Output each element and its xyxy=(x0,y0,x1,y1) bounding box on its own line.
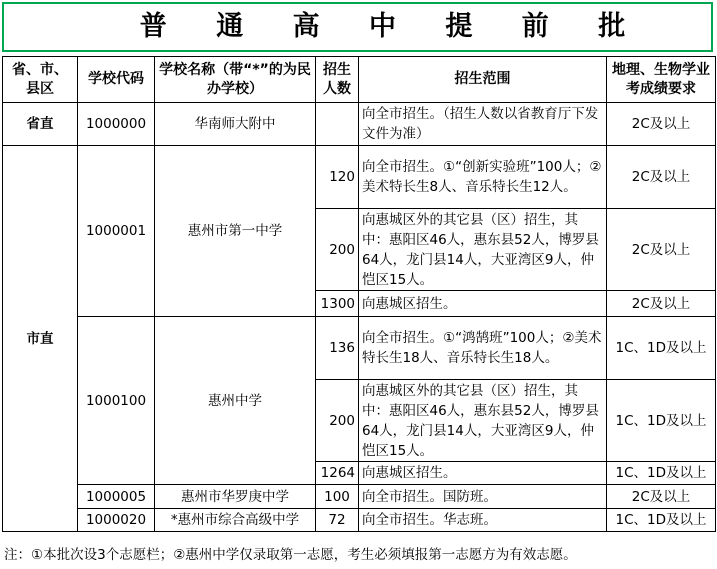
enroll-scope: 向全市招生。华志班。 xyxy=(359,509,607,532)
enroll-scope: 向惠城区招生。 xyxy=(359,462,607,485)
enroll-scope: 向惠城区外的其它县（区）招生，其中：惠阳区46人，惠东县52人，博罗县64人，龙门县14人，大亚湾区9人，仲恺区15人。 xyxy=(359,209,607,291)
school-name: *惠州市综合高级中学 xyxy=(155,509,316,532)
group-provincial: 省直 xyxy=(3,103,78,146)
score-req: 2C及以上 xyxy=(607,146,716,209)
enroll-scope: 向全市招生。①“鸿鹄班”100人；②美术特长生18人、音乐特长生18人。 xyxy=(359,317,607,380)
score-req: 2C及以上 xyxy=(607,291,716,317)
enroll-count: 100 xyxy=(316,485,359,509)
enroll-scope: 向惠城区外的其它县（区）招生，其中：惠阳区46人，惠东县52人，博罗县64人，龙门县14人，大亚湾区9人，仲恺区15人。 xyxy=(359,380,607,462)
enroll-count: 72 xyxy=(316,509,359,532)
header-name: 学校名称（带“*”的为民办学校） xyxy=(155,57,316,103)
score-req: 2C及以上 xyxy=(607,209,716,291)
score-req: 1C、1D及以上 xyxy=(607,462,716,485)
table-row xyxy=(3,317,716,380)
footnote: 注：①本批次设3个志愿栏；②惠州中学仅录取第一志愿，考生必须填报第一志愿方为有效志愿。 xyxy=(4,547,577,563)
header-scope: 招生范围 xyxy=(359,57,607,103)
enroll-count: 1264 xyxy=(316,462,359,485)
school-code: 1000020 xyxy=(78,509,155,532)
enroll-count: 120 xyxy=(316,146,359,209)
table-row xyxy=(3,509,716,532)
header-row xyxy=(3,57,716,103)
school-name: 惠州市第一中学 xyxy=(155,146,316,317)
school-code: 1000001 xyxy=(78,146,155,317)
header-code: 学校代码 xyxy=(78,57,155,103)
school-name: 惠州中学 xyxy=(155,317,316,485)
header-region: 省、市、县区 xyxy=(3,57,78,103)
enroll-scope: 向惠城区招生。 xyxy=(359,291,607,317)
enroll-scope: 向全市招生。国防班。 xyxy=(359,485,607,509)
score-req: 2C及以上 xyxy=(607,103,716,146)
school-code: 1000100 xyxy=(78,317,155,485)
enroll-scope: 向全市招生。①“创新实验班”100人；②美术特长生8人、音乐特长生12人。 xyxy=(359,146,607,209)
enroll-count xyxy=(316,103,359,146)
table-row xyxy=(3,146,716,209)
admission-table xyxy=(2,56,716,532)
enroll-count: 1300 xyxy=(316,291,359,317)
title-box xyxy=(2,2,713,52)
school-name: 惠州市华罗庚中学 xyxy=(155,485,316,509)
enroll-count: 200 xyxy=(316,380,359,462)
enroll-count: 200 xyxy=(316,209,359,291)
table-row xyxy=(3,485,716,509)
score-req: 1C、1D及以上 xyxy=(607,380,716,462)
school-code: 1000005 xyxy=(78,485,155,509)
school-code: 1000000 xyxy=(78,103,155,146)
enroll-count: 136 xyxy=(316,317,359,380)
header-req: 地理、生物学业考成绩要求 xyxy=(607,57,716,103)
score-req: 1C、1D及以上 xyxy=(607,509,716,532)
table-row xyxy=(3,103,716,146)
school-name: 华南师大附中 xyxy=(155,103,316,146)
score-req: 2C及以上 xyxy=(607,485,716,509)
score-req: 1C、1D及以上 xyxy=(607,317,716,380)
group-city: 市直 xyxy=(3,146,78,532)
enroll-scope: 向全市招生。（招生人数以省教育厅下发文件为准） xyxy=(359,103,607,146)
page-title: 普 通 高 中 提 前 批 xyxy=(139,11,646,42)
header-count: 招生人数 xyxy=(316,57,359,103)
